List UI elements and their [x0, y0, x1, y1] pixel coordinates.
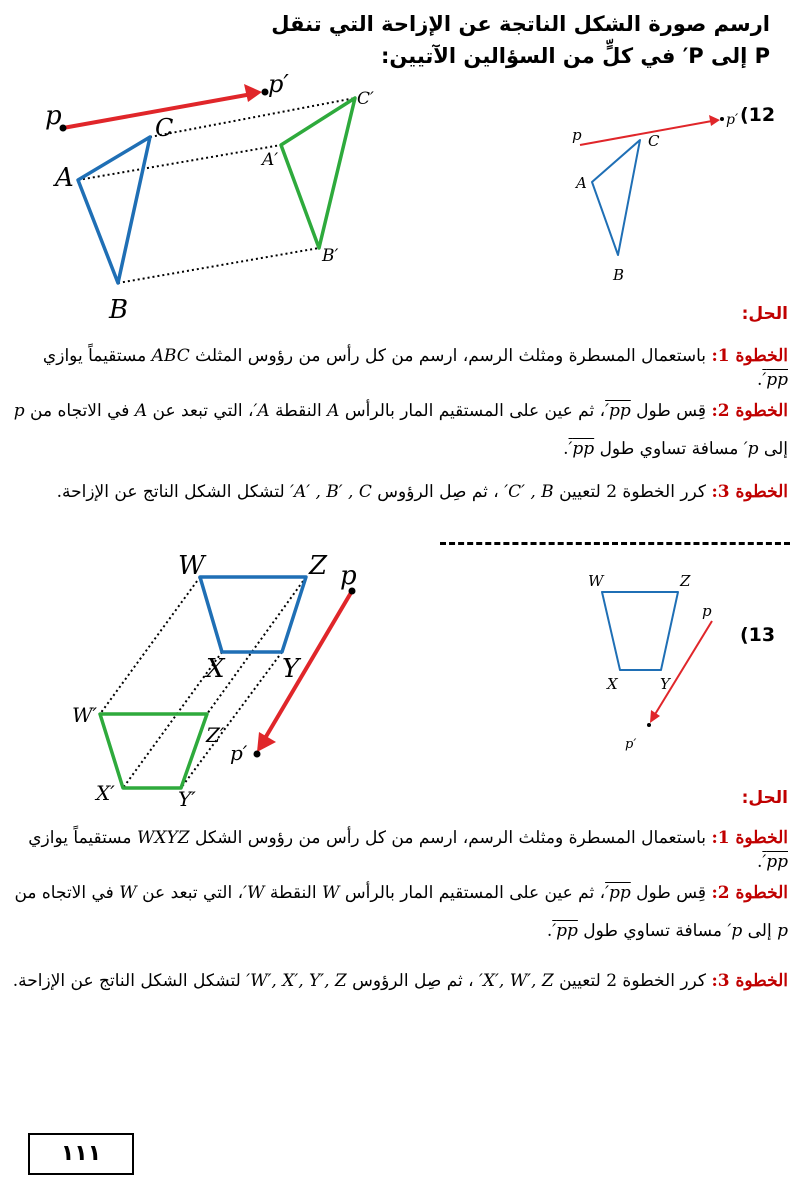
q13-step1-label: الخطوة 1:	[711, 828, 788, 848]
q13-guide-y	[181, 652, 282, 788]
q13-question-figure	[585, 568, 735, 768]
q12-label-b: B	[109, 295, 129, 325]
q13-step1-text: باستعمال المسطرة ومثلث الرسم، ارسم من كل رأس من رؤوس الشكل	[194, 828, 707, 848]
q13-step2-vertex-w2: W	[119, 883, 137, 903]
q12-small-point-p-prime	[720, 117, 724, 121]
q13-label-x: X	[206, 654, 225, 684]
q12-question-figure	[560, 90, 739, 290]
q13-point-p-prime	[254, 751, 261, 758]
q13-step2-t6: إلى	[747, 921, 772, 941]
q12-step3-label: الخطوة 3:	[711, 482, 788, 502]
q13-step2-t4: ، التي تبعد عن	[142, 883, 244, 903]
q12-step1-label: الخطوة 1:	[711, 346, 788, 366]
q12-step2-t6: إلى	[763, 439, 788, 459]
q13-vector-line	[264, 591, 352, 740]
q12-step2-label: الخطوة 2:	[711, 401, 788, 421]
q12-small-label-p-prime: p′	[726, 112, 739, 128]
q12-step3-t1: كرر الخطوة 2 لتعيين	[559, 482, 707, 502]
q13-step2-vector1: pp′	[605, 883, 631, 903]
q13-step2: الخطوة 2: قِس طول pp′، ثم عين على المستقيم المار بالرأس W النقطة W′، التي تبعد عن W في الاتجاه من p إلى p′ مسافة تساوي طول pp′.	[14, 883, 788, 941]
q13-step3-t2: ، ثم صِل الرؤوس	[352, 971, 474, 991]
q12-small-label-a: A	[576, 174, 587, 192]
q13-solution-figure	[60, 551, 400, 811]
q12-label-p-prime: p′	[268, 70, 289, 98]
q12-step3-vertices: A′ , B′ , C′	[290, 482, 372, 502]
q12-solution-label: الحل:	[741, 304, 788, 324]
q13-step2-t1: قِس طول	[636, 883, 707, 903]
q12-step2-point-p: p	[13, 401, 25, 421]
instruction-heading: ارسم صورة الشكل الناتجة عن الإزاحة التي تنقل P إلى P′ في كلٍّ من السؤالين الآتيين:	[271, 12, 770, 68]
q12-step2-t4: ، التي تبعد عن	[152, 401, 254, 421]
q13-quad-image	[100, 714, 207, 788]
q12-step1: الخطوة 1: باستعمال المسطرة ومثلث الرسم، ارسم من كل رأس من رؤوس المثلث ABC مستقيماً يوازي pp′.	[42, 346, 788, 390]
q12-number: (12	[740, 104, 776, 126]
q12-step2-t3: النقطة	[275, 401, 322, 421]
q13-small-label-x: X	[607, 675, 618, 693]
q13-step2-t3: النقطة	[269, 883, 317, 903]
q13-small-label-p: p	[702, 602, 712, 620]
q12-step2-t5: في الاتجاه من	[30, 401, 130, 421]
q12-step2-t7: مسافة تساوي طول	[599, 439, 739, 459]
q12-step1-text2: مستقيماً يوازي	[42, 346, 147, 366]
q13-small-vector-line	[654, 621, 712, 716]
q13-small-point-p-prime	[647, 723, 651, 727]
q12-triangle-abc	[78, 137, 150, 283]
q13-label-w: W	[178, 551, 205, 581]
q12-step2-vertex-a2: A	[134, 401, 148, 421]
q13-step2-vertex-w: W	[321, 883, 340, 903]
q12-label-b-prime: B′	[322, 246, 339, 266]
q12-step2: الخطوة 2: قِس طول pp′، ثم عين على المستقيم المار بالرأس A النقطة A′، التي تبعد عن A في الاتجاه من p إلى p′ مسافة تساوي طول pp′.	[13, 401, 788, 459]
q12-label-p: p	[45, 101, 62, 131]
q13-small-label-y: Y	[660, 675, 670, 693]
q12-step2-point-p-prime: p′	[743, 439, 759, 459]
q13-step1: الخطوة 1: باستعمال المسطرة ومثلث الرسم، ارسم من كل رأس من رؤوس الشكل WXYZ مستقيماً يوازي pp′.	[28, 828, 788, 872]
q12-step1-text: باستعمال المسطرة ومثلث الرسم، ارسم من كل رأس من رؤوس المثلث	[195, 346, 707, 366]
q13-step1-shape: WXYZ	[136, 828, 190, 848]
q12-small-label-b: B	[613, 266, 625, 284]
q13-step3-t1: كرر الخطوة 2 لتعيين	[559, 971, 707, 991]
q13-number: (13	[740, 624, 776, 646]
q12-step2-t2: ، ثم عين على المستقيم المار بالرأس	[344, 401, 606, 421]
q12-label-a-prime: A′	[262, 150, 279, 170]
q13-label-y: Y	[282, 654, 300, 684]
q13-step1-vector: pp′	[762, 852, 788, 872]
section-separator	[440, 542, 790, 545]
q13-small-vector-arrowhead	[650, 710, 660, 723]
q13-label-x-prime: X′	[96, 781, 115, 805]
q12-step3-points: C′ , B′	[504, 482, 554, 502]
q12-step2-vertex-a: A	[327, 401, 340, 421]
q13-quad-wxyz	[200, 577, 306, 652]
q12-step2-vertex-a-prime: A′	[253, 401, 270, 421]
q13-step2-vertex-w-prime: W′	[243, 883, 265, 903]
q12-step3	[12, 480, 788, 504]
q12-step2-vector1: pp′	[605, 401, 631, 421]
q13-step2-t7: مسافة تساوي طول	[583, 921, 723, 941]
q12-small-label-c: C	[648, 132, 660, 150]
q12-small-triangle-abc	[592, 140, 640, 255]
q13-step2-point-p-prime: p′	[727, 921, 743, 941]
q13-step2-t5: في الاتجاه من	[14, 883, 114, 903]
q12-step2-t1: قِس طول	[636, 401, 707, 421]
q13-small-quad-wxyz	[602, 592, 678, 670]
q12-step3-t2: ، ثم صِل الرؤوس	[377, 482, 499, 502]
q13-step2-label: الخطوة 2:	[711, 883, 788, 903]
q13-guide-w	[100, 577, 200, 714]
q13-step2-point-p: p	[777, 921, 788, 941]
q13-small-label-w: W	[588, 572, 604, 590]
q12-vector-arrowhead	[244, 84, 262, 102]
q12-small-vector-arrowhead	[709, 115, 720, 126]
q13-step1-text2: مستقيماً يوازي	[28, 828, 132, 848]
q12-small-label-p: p	[572, 126, 582, 144]
q12-small-vector-line	[580, 121, 712, 145]
q12-guide-b	[118, 248, 319, 283]
q13-step3	[12, 962, 788, 1000]
page-number: ١١١	[28, 1133, 134, 1175]
q13-step3-vertices: W′, X′, Y′, Z′	[246, 971, 347, 991]
q12-step2-vector2: pp′	[568, 439, 595, 459]
q13-label-z: Z	[309, 551, 328, 581]
q13-label-y-prime: Y′	[178, 787, 196, 811]
q13-step2-t2: ، ثم عين على المستقيم المار بالرأس	[344, 883, 606, 903]
q12-step1-shape: ABC	[151, 346, 190, 366]
q13-step3-points: X′, W′, Z′	[479, 971, 554, 991]
q12-triangle-image	[281, 98, 355, 248]
q13-step3-t3: لتشكل الشكل الناتج عن الإزاحة.	[12, 971, 241, 991]
q13-step2-vector2: pp′	[552, 921, 578, 941]
q13-label-z-prime: Z′	[206, 723, 225, 747]
q12-label-c: C	[155, 114, 174, 142]
q12-solution-figure	[0, 70, 420, 330]
q13-solution-label: الحل:	[741, 788, 788, 808]
q12-label-a: A	[55, 163, 74, 193]
q13-label-p: p	[340, 561, 357, 591]
q13-label-p-prime: p′	[230, 741, 248, 765]
q12-step3-t3: لتشكل الشكل الناتج عن الإزاحة.	[56, 482, 285, 502]
q13-small-label-z: Z	[680, 572, 691, 590]
q12-label-c-prime: C′	[357, 89, 374, 109]
q13-step3-label: الخطوة 3:	[711, 971, 788, 991]
q12-step1-vector: pp′	[762, 370, 788, 390]
q13-small-label-p-prime: p′	[625, 737, 637, 752]
q13-label-w-prime: W′	[72, 703, 98, 727]
